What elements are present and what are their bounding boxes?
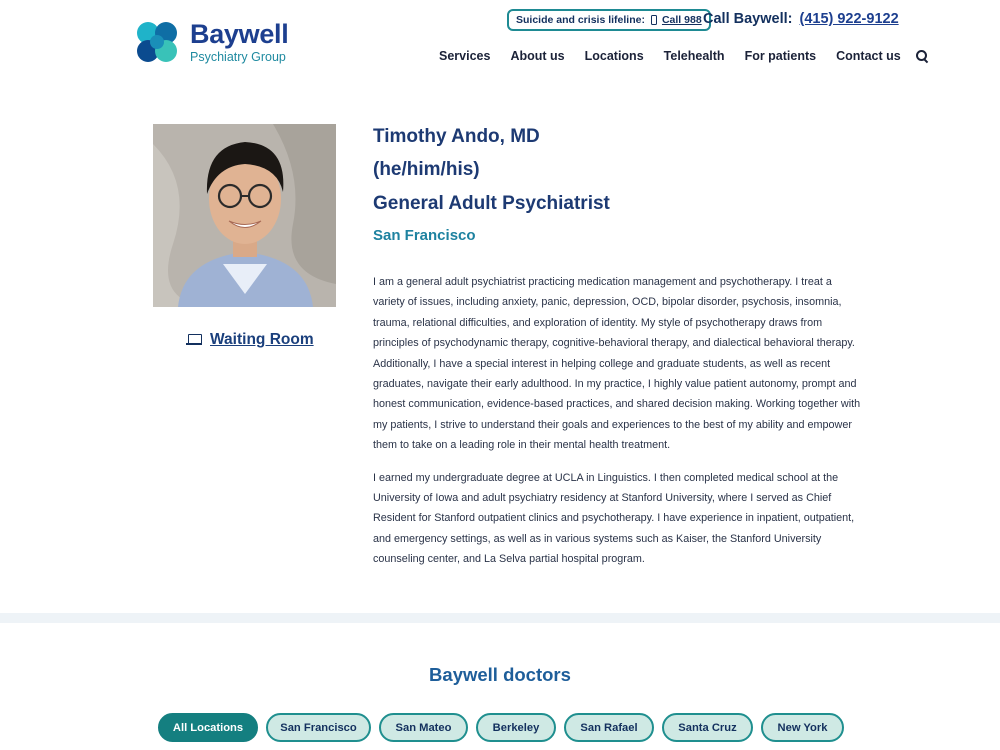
nav-locations[interactable]: Locations bbox=[584, 49, 644, 63]
doctor-info bbox=[373, 126, 863, 582]
lifeline-label: Suicide and crisis lifeline: bbox=[516, 14, 645, 26]
doctor-role: General Adult Psychiatrist bbox=[373, 193, 610, 214]
nav-for-patients[interactable]: For patients bbox=[744, 49, 817, 63]
call-988-link[interactable]: Call 988 bbox=[661, 14, 702, 26]
filter-all-locations[interactable]: All Locations bbox=[158, 713, 258, 742]
filter-santa-cruz[interactable]: Santa Cruz bbox=[662, 713, 753, 742]
filter-san-francisco[interactable]: San Francisco bbox=[266, 713, 371, 742]
doctor-city: San Francisco bbox=[373, 227, 476, 244]
section-divider bbox=[0, 613, 1000, 623]
location-filters bbox=[158, 713, 852, 742]
doctors-section-title: Baywell doctors bbox=[429, 664, 571, 685]
brand-subtitle: Psychiatry Group bbox=[190, 49, 286, 64]
filter-san-rafael[interactable]: San Rafael bbox=[564, 713, 654, 742]
doctor-name: Timothy Ando, MD bbox=[373, 126, 540, 147]
site-header bbox=[0, 0, 1000, 90]
search-icon[interactable] bbox=[916, 50, 928, 62]
doctor-portrait-icon bbox=[153, 124, 336, 307]
call-label: Call Baywell: bbox=[703, 11, 793, 27]
nav-about-us[interactable]: About us bbox=[510, 49, 565, 63]
call-number-link[interactable]: (415) 922-9122 bbox=[799, 11, 899, 27]
filter-san-mateo[interactable]: San Mateo bbox=[379, 713, 468, 742]
bio-paragraph-1: I am a general adult psychiatrist practicing medication management and psychotherapy. I treat a variety of issues, including anxiety, panic, depression, OCD, bipolar disorder, psychosis, insomnia, trauma, relational difficulties, and exploration of identity. My style of psychotherapy draws from principles of psychodynamic therapy, cognitive-behavioral therapy, and dialectical behavioral therapy. Additionally, I have a special interest in helping college and graduate students, as well as recent graduates, navigate their early adulthood. In my practice, I highly value patient autonomy, prompt and honest communication, evidence-based practices, and shared decision making. Working together with my patients, I strive to understand their goals and experiences to the best of my ability and empower them to take on a leading role in their mental health treatment. bbox=[373, 276, 861, 452]
nav-contact-us[interactable]: Contact us bbox=[836, 49, 901, 63]
waiting-room-link[interactable]: Waiting Room bbox=[210, 331, 314, 348]
laptop-icon bbox=[186, 334, 202, 346]
brand-name: Baywell bbox=[190, 18, 289, 49]
nav-services[interactable]: Services bbox=[439, 49, 491, 63]
bio-paragraph-2: I earned my undergraduate degree at UCLA in Linguistics. I then completed medical school at the University of Iowa and adult psychiatry residency at Stanford University, where I served as Chief Resident for Stanford outpatient clinics and psychotherapy. I have experience in inpatient, outpatient, and emergency settings, as well as in various systems such as Kaiser, the Stanford University counseling center, and La Selva partial hospital program. bbox=[373, 471, 855, 566]
doctor-photo bbox=[153, 124, 336, 307]
doctor-bio bbox=[373, 272, 863, 570]
waiting-room[interactable] bbox=[186, 331, 314, 349]
brand-logo[interactable] bbox=[134, 16, 288, 68]
call-baywell bbox=[703, 11, 899, 27]
nav-telehealth[interactable]: Telehealth bbox=[663, 49, 725, 63]
phone-icon bbox=[651, 15, 657, 25]
clover-logo-icon bbox=[134, 16, 180, 68]
crisis-lifeline-box bbox=[507, 9, 711, 31]
filter-new-york[interactable]: New York bbox=[761, 713, 844, 742]
main-nav bbox=[439, 49, 928, 63]
filter-berkeley[interactable]: Berkeley bbox=[476, 713, 556, 742]
doctor-pronouns: (he/him/his) bbox=[373, 159, 480, 180]
